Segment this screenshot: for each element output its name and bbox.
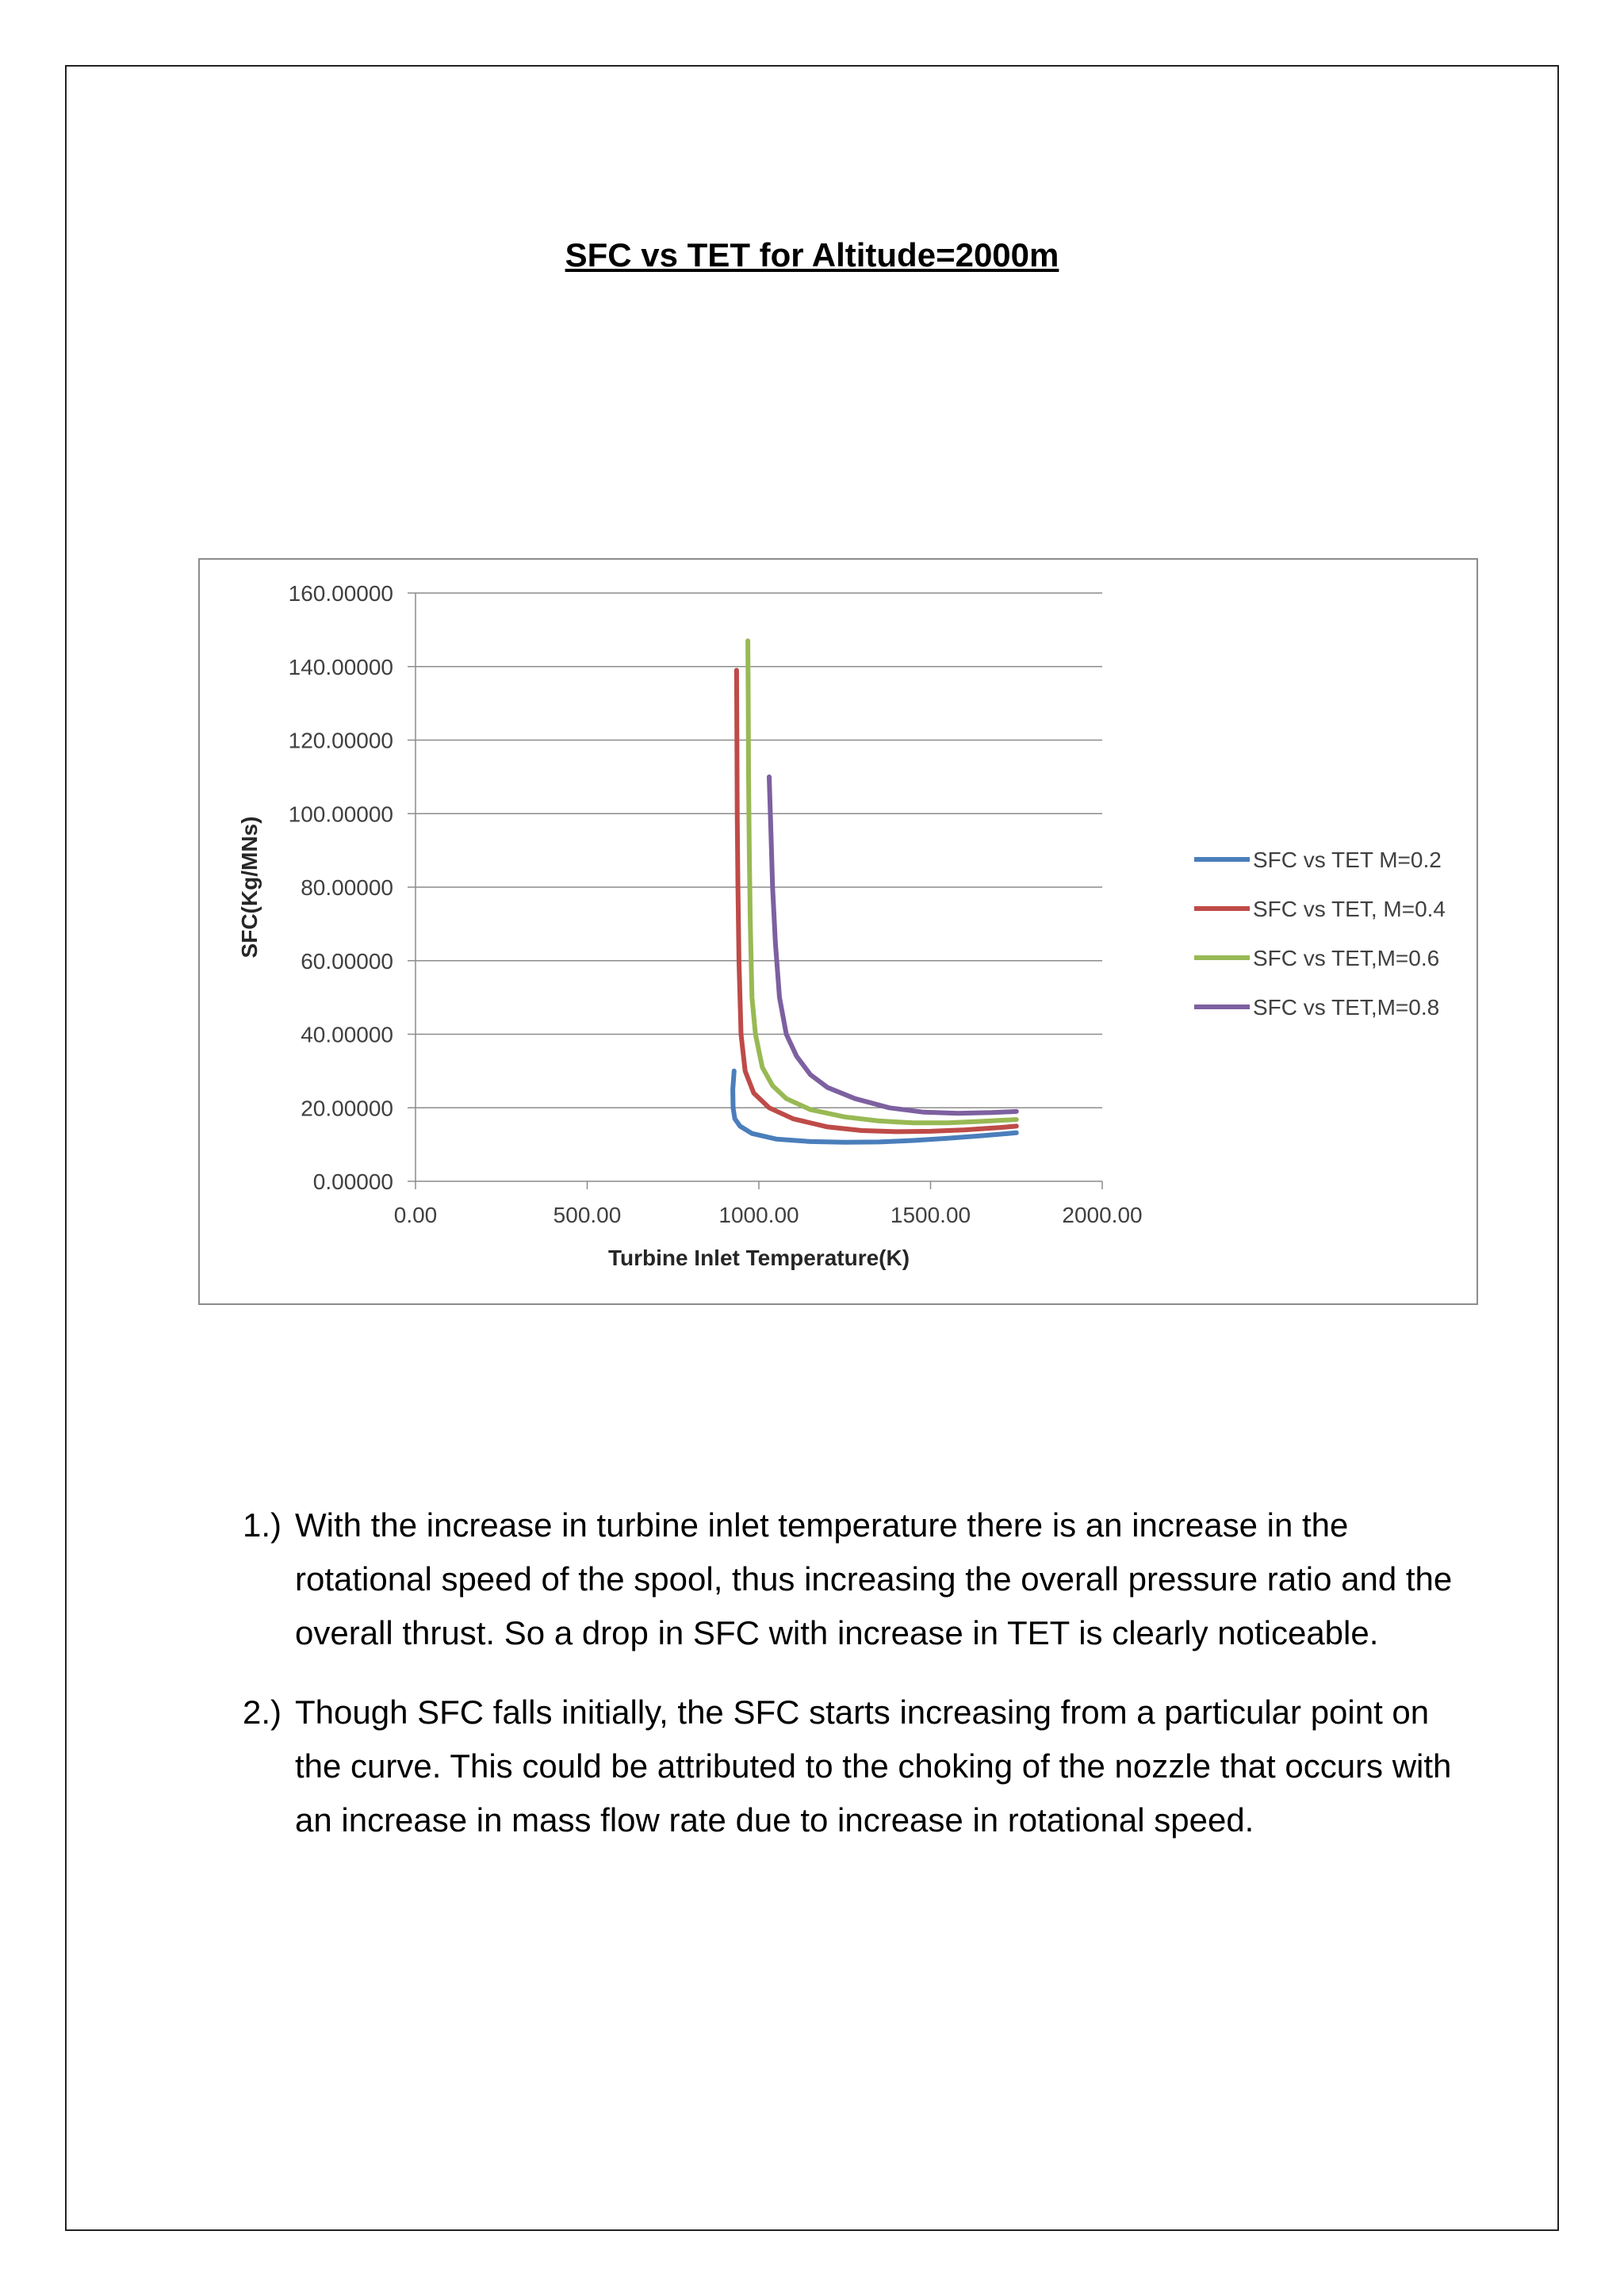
series-line-2 [737,670,1017,1131]
note-item [243,1686,1480,1847]
note-number: 1.) [243,1506,282,1544]
y-tick-label: 60.00000 [301,948,393,974]
x-tick-label: 1500.00 [890,1203,971,1227]
y-tick-label: 120.00000 [288,728,393,753]
x-tick-label: 0.00 [393,1203,438,1227]
x-tick-label: 2000.00 [1062,1203,1143,1227]
note-text: Though SFC falls initially, the SFC starts increasing from a particular point on the curve. This could be attributed to the choking of the nozzle that occurs with an increase in mass flow rate due to increase in rotational speed. [295,1693,1452,1839]
y-tick-label: 140.00000 [288,654,393,679]
sfc-line-chart [200,560,1477,1303]
series-line-3 [748,641,1017,1123]
y-tick-label: 80.00000 [301,875,393,900]
legend-label: SFC vs TET,M=0.6 [1253,946,1440,970]
y-tick-label: 20.00000 [301,1096,393,1121]
y-tick-label: 0.00000 [312,1169,393,1194]
x-tick-label: 500.00 [553,1203,622,1227]
document-title: SFC vs TET for Altitude=2000m [565,236,1059,274]
y-axis-title: SFC(Kg/MNs) [237,816,262,959]
note-text: With the increase in turbine inlet temperature there is an increase in the rotational speed of the spool, thus increasing the overall pressure ratio and the overall thrust. So a drop in SFC with increase in TET is clearly noticeable. [295,1506,1453,1651]
series-line-4 [769,777,1017,1113]
notes-list [243,1498,1480,1873]
note-item [243,1498,1480,1660]
legend-label: SFC vs TET,M=0.8 [1253,995,1440,1020]
x-axis-title: Turbine Inlet Temperature(K) [607,1246,910,1270]
x-tick-label: 1000.00 [718,1203,799,1227]
legend-label: SFC vs TET M=0.2 [1253,848,1442,872]
y-tick-label: 160.00000 [288,581,393,606]
y-tick-label: 100.00000 [288,802,393,827]
legend-label: SFC vs TET, M=0.4 [1253,897,1446,921]
y-tick-label: 40.00000 [301,1022,393,1047]
note-number: 2.) [243,1693,282,1731]
chart-frame [198,558,1478,1305]
